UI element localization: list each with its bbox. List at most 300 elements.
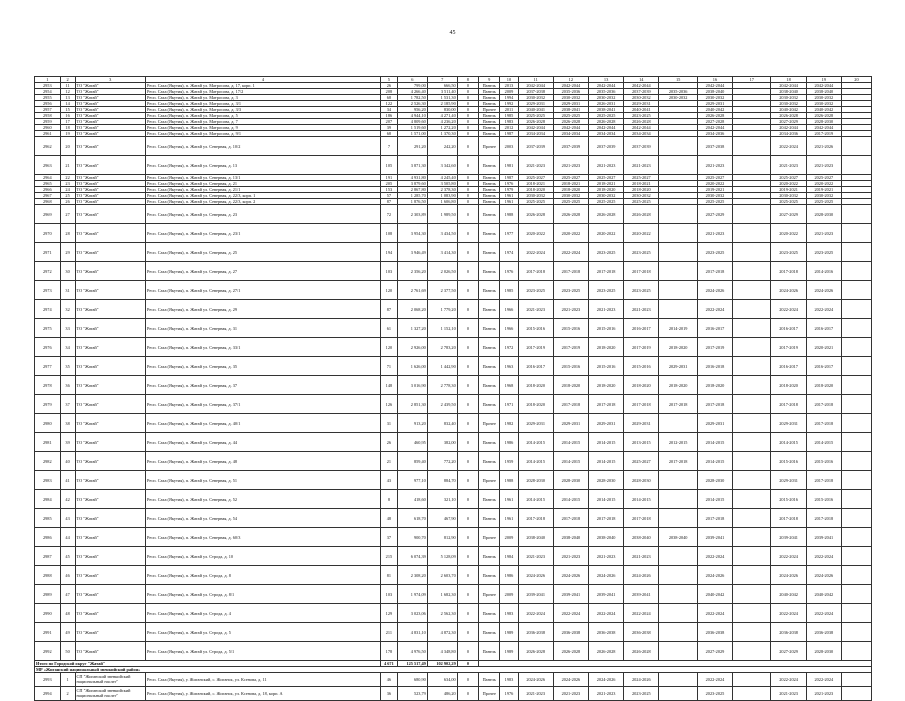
table-cell	[733, 490, 771, 509]
table-cell: Панель	[479, 376, 500, 395]
table-cell: 2025-2025	[624, 199, 659, 205]
table-cell: 1994	[500, 95, 518, 101]
table-cell: 41	[60, 471, 75, 490]
table-cell	[659, 137, 697, 156]
table-cell: Респ. Саха (Якутия), п. Жатай ул. Северная, д. 27	[146, 262, 381, 281]
table-cell: 2013	[500, 83, 518, 89]
table-cell: 1 682,30	[427, 585, 457, 604]
table-cell	[841, 376, 871, 395]
table-cell: Респ. Саха (Якутия), п. Жатай ул. Матросова, д. 7	[146, 119, 381, 125]
table-cell: 2991	[35, 623, 61, 642]
table-cell: 1986	[500, 433, 518, 452]
table-cell: 2034-2034	[553, 131, 588, 137]
table-cell: 2030-2032	[697, 95, 732, 101]
table-cell: Панель	[479, 338, 500, 357]
table-cell: 1987	[500, 175, 518, 181]
table-cell: 1 370,30	[427, 131, 457, 137]
table-cell: 1976	[500, 687, 518, 701]
table-cell: 2039-2041	[697, 528, 732, 547]
table-cell: 2026-2028	[518, 205, 553, 224]
table-cell: 2023-2025	[588, 281, 623, 300]
table-cell: 0	[457, 101, 478, 107]
table-cell	[733, 319, 771, 338]
table-cell	[841, 300, 871, 319]
table-cell	[733, 585, 771, 604]
table-cell: 0	[457, 414, 478, 433]
column-number: 5	[380, 77, 397, 83]
table-cell: 47	[60, 585, 75, 604]
table-cell: 2018-2020	[624, 187, 659, 193]
table-row	[35, 509, 872, 528]
table-row	[35, 281, 872, 300]
table-cell: 122	[380, 101, 397, 107]
table-cell: 21	[380, 452, 397, 471]
column-number: 6	[397, 77, 427, 83]
table-cell: 2016-2017	[806, 319, 841, 338]
table-cell: 2039-2041	[588, 585, 623, 604]
table-cell: Респ. Саха (Якутия), п. Жатай ул. Матросова, д. 9	[146, 125, 381, 131]
table-cell: Панель	[479, 490, 500, 509]
table-cell: 1966	[500, 319, 518, 338]
table-cell	[841, 156, 871, 175]
table-cell: 191	[380, 175, 397, 181]
table-cell: 2030-2032	[518, 193, 553, 199]
table-cell: 2040-2041	[518, 107, 553, 113]
table-cell: 2042-2044	[553, 125, 588, 131]
table-cell: 0	[457, 181, 478, 187]
table-cell: 2025-2027	[697, 175, 732, 181]
table-cell: 2017-2018	[806, 509, 841, 528]
table-cell: 34	[380, 107, 397, 113]
table-cell: ТО "Жатай"	[75, 193, 145, 199]
table-cell: 2014-2016	[806, 262, 841, 281]
table-cell: 2025-2027	[624, 175, 659, 181]
table-cell: 2017-2018	[659, 395, 697, 414]
table-cell: 2029-2031	[697, 414, 732, 433]
table-cell: 0	[457, 509, 478, 528]
table-cell: 2020-2022	[697, 181, 732, 187]
table-cell	[659, 300, 697, 319]
table-cell: ТО "Жатай"	[75, 623, 145, 642]
table-row	[35, 262, 872, 281]
table-cell: 0	[457, 95, 478, 101]
table-cell: 2	[60, 687, 75, 701]
table-cell: 16	[60, 113, 75, 119]
table-cell: 2034-2034	[588, 131, 623, 137]
table-cell: 0	[457, 300, 478, 319]
table-cell: 46	[60, 566, 75, 585]
table-cell	[733, 566, 771, 585]
table-cell: 2017-2018	[771, 262, 806, 281]
table-cell	[659, 566, 697, 585]
table-cell: 2021-2023	[771, 687, 806, 701]
table-cell: 68	[380, 95, 397, 101]
table-cell: Респ. Саха (Якутия), п. Жатай ул. Северная, д. 33/1	[146, 338, 381, 357]
table-cell: ТО "Жатай"	[75, 95, 145, 101]
table-cell: 2990	[35, 604, 61, 623]
table-cell: 2962	[35, 137, 61, 156]
table-cell: 2012	[500, 125, 518, 131]
table-cell: 2014-2015	[553, 452, 588, 471]
table-cell: ТО "Жатай"	[75, 566, 145, 585]
table-cell: 2986	[35, 528, 61, 547]
table-cell: 2974	[35, 300, 61, 319]
table-cell: 2040-2042	[697, 585, 732, 604]
table-cell: 2039-2041	[518, 585, 553, 604]
table-cell: 2960	[35, 125, 61, 131]
table-cell: 15	[60, 107, 75, 113]
table-cell: 23	[60, 181, 75, 187]
table-cell: 2029-2031	[659, 357, 697, 376]
table-cell: Респ. Саха (Якутия), п. Жатай ул. Северная, д. 23/1	[146, 224, 381, 243]
table-cell: 2027-2029	[771, 119, 806, 125]
table-cell: Респ. Саха (Якутия), п. Жатай ул. Матросова, д. 17, корп. 1	[146, 83, 381, 89]
table-cell: 2027-2029	[771, 642, 806, 661]
table-row	[35, 243, 872, 262]
table-cell: 1989	[500, 642, 518, 661]
table-cell: 799,00	[397, 83, 427, 89]
table-cell: 2020-2022	[588, 224, 623, 243]
table-cell: 2040-2042	[806, 107, 841, 113]
table-cell: 2026-2028	[697, 113, 732, 119]
table-cell: 2030-2032	[624, 95, 659, 101]
table-cell: 2017-2018	[588, 509, 623, 528]
table-cell: 2024-2026	[624, 566, 659, 585]
table-cell	[659, 243, 697, 262]
table-cell: 2018-2021	[518, 181, 553, 187]
table-cell: Панель	[479, 125, 500, 131]
table-cell: 2017-2018	[518, 262, 553, 281]
table-cell	[841, 452, 871, 471]
table-cell: 2040-2042	[771, 585, 806, 604]
table-cell: 1 285,70	[397, 193, 427, 199]
table-cell: 3 871,30	[397, 156, 427, 175]
table-cell: 2020-2021	[806, 338, 841, 357]
table-cell: Респ. Саха (Якутия), п. Жатай ул. Северная, д. 21	[146, 181, 381, 187]
table-cell: Панель	[479, 642, 500, 661]
table-cell: 2015-2016	[588, 319, 623, 338]
table-cell: 50	[60, 642, 75, 661]
table-cell: 2014-2015	[588, 490, 623, 509]
table-cell: 4 944,10	[397, 113, 427, 119]
table-cell: 2973	[35, 281, 61, 300]
table-cell: 36	[60, 376, 75, 395]
table-cell: 2037-2038	[697, 137, 732, 156]
table-cell: 2040-2042	[806, 585, 841, 604]
table-cell: Панель	[479, 319, 500, 338]
table-cell: 108	[380, 224, 397, 243]
table-cell: Прочее	[479, 471, 500, 490]
table-cell: 36	[380, 687, 397, 701]
column-number: 8	[457, 77, 478, 83]
table-cell	[841, 395, 871, 414]
table-cell: 291,20	[397, 137, 427, 156]
table-cell: Панель	[479, 187, 500, 193]
table-cell: 2019-2021	[697, 187, 732, 193]
table-cell: 2029-2031	[553, 101, 588, 107]
table-cell: 4 872,30	[427, 623, 457, 642]
table-cell: 8	[380, 490, 397, 509]
table-cell: 2029-2031	[624, 414, 659, 433]
table-cell: 2 377,50	[427, 281, 457, 300]
table-cell: ТО "Жатай"	[75, 471, 145, 490]
table-cell: 194	[380, 243, 397, 262]
table-cell: 2023-2025	[771, 243, 806, 262]
table-cell: 2025-2027	[553, 175, 588, 181]
column-number: 18	[771, 77, 806, 83]
table-cell	[841, 642, 871, 661]
table-cell: 2028-2030	[806, 642, 841, 661]
table-cell: 2015-2016	[771, 490, 806, 509]
table-cell: 2022-2024	[806, 300, 841, 319]
table-cell: ТО "Жатай"	[75, 395, 145, 414]
table-cell: 2020-2022	[518, 224, 553, 243]
table-row	[35, 604, 872, 623]
table-row	[35, 395, 872, 414]
table-cell: 2 926,00	[397, 338, 427, 357]
table-cell	[841, 673, 871, 687]
table-cell: ТО "Жатай"	[75, 243, 145, 262]
table-cell: 0	[457, 471, 478, 490]
table-cell: 2038-2040	[518, 528, 553, 547]
table-cell: ТО "Жатай"	[75, 224, 145, 243]
table-cell: 2026-2028	[518, 642, 553, 661]
table-cell: 2022-2024	[771, 547, 806, 566]
table-cell: 2 562,30	[427, 604, 457, 623]
table-cell: ТО "Жатай"	[75, 604, 145, 623]
table-cell: 2040-2041	[624, 107, 659, 113]
table-cell: 26	[60, 199, 75, 205]
table-cell: ТО "Жатай"	[75, 433, 145, 452]
table-cell: 2030-2032	[771, 101, 806, 107]
table-cell: 211	[380, 623, 397, 642]
table-cell: 2036-2038	[553, 623, 588, 642]
table-cell: 48	[60, 604, 75, 623]
column-number: 1	[35, 77, 61, 83]
table-cell	[841, 414, 871, 433]
table-cell: 2024-2026	[806, 281, 841, 300]
table-cell: 57	[380, 193, 397, 199]
table-cell: 1 626,00	[397, 357, 427, 376]
table-cell: 2015-2016	[624, 357, 659, 376]
table-cell: 2012-2015	[659, 433, 697, 452]
table-cell: 884,70	[427, 471, 457, 490]
table-cell: 0	[457, 642, 478, 661]
table-cell: Панель	[479, 623, 500, 642]
table-cell: 0	[457, 281, 478, 300]
table-cell: 2017-2018	[659, 452, 697, 471]
table-cell: 2040-2042	[697, 107, 732, 113]
table-cell: 2017-2018	[806, 471, 841, 490]
table-cell	[841, 281, 871, 300]
table-cell: 913,20	[397, 414, 427, 433]
table-cell: 486,20	[427, 687, 457, 701]
table-cell: Панель	[479, 281, 500, 300]
table-cell: 2023-2025	[624, 687, 659, 701]
table-cell: 17	[60, 119, 75, 125]
table-cell: Респ. Саха (Якутия), п. Жатай ул. Северная, д. 31	[146, 319, 381, 338]
table-cell: Респ. Саха (Якутия), п. Жатай ул. Матросова, д. 17/2	[146, 89, 381, 95]
table-cell: 2028-2030	[697, 471, 732, 490]
table-cell: 2017-2018	[518, 509, 553, 528]
table-cell: Панель	[479, 604, 500, 623]
table-cell: 1972	[500, 338, 518, 357]
table-cell: 2014-2015	[697, 452, 732, 471]
table-cell: 1 519,60	[397, 125, 427, 131]
table-cell: 2 867,80	[397, 187, 427, 193]
table-cell: 2989	[35, 585, 61, 604]
table-cell: 0	[457, 224, 478, 243]
table-cell: 2016-2017	[624, 319, 659, 338]
table-cell: 2037-2039	[518, 137, 553, 156]
table-cell: 2014-2015	[697, 433, 732, 452]
table-cell: 4 831,10	[397, 623, 427, 642]
table-cell: 2015-2016	[771, 452, 806, 471]
table-cell: 2956	[35, 101, 61, 107]
table-cell: 1959	[500, 452, 518, 471]
table-cell: 2980	[35, 414, 61, 433]
table-cell	[659, 673, 697, 687]
table-cell: 2016-2018	[697, 357, 732, 376]
table-cell: Панель	[479, 113, 500, 119]
table-cell: 1 606,80	[427, 199, 457, 205]
table-cell	[659, 509, 697, 528]
table-cell	[841, 357, 871, 376]
table-cell: 43	[60, 509, 75, 528]
table-cell: 39	[60, 433, 75, 452]
table-cell: 2016-2017	[771, 357, 806, 376]
table-cell: 2025-2025	[518, 113, 553, 119]
table-cell: 1981	[500, 156, 518, 175]
table-cell: 2034-2034	[518, 131, 553, 137]
table-cell: Респ. Саха (Якутия), п. Жатай ул. Северная, д. 27/1	[146, 281, 381, 300]
table-cell: 2030-2032	[806, 193, 841, 199]
table-cell: 11	[60, 83, 75, 89]
table-cell: 680,90	[397, 673, 427, 687]
table-cell: ТО "Жатай"	[75, 490, 145, 509]
table-row	[35, 642, 872, 661]
table-cell: 1961	[500, 199, 518, 205]
table-cell: ТО "Жатай"	[75, 357, 145, 376]
table-cell: ТО "Жатай"	[75, 83, 145, 89]
table-cell: 2979	[35, 395, 61, 414]
table-cell: 2017-2018	[697, 509, 732, 528]
table-cell: Панель	[479, 83, 500, 89]
table-cell: ТО "Жатай"	[75, 131, 145, 137]
table-cell	[659, 224, 697, 243]
table-cell: 0	[457, 137, 478, 156]
table-cell: Респ. Саха (Якутия), п. Жатай ул. Северная, д. 23	[146, 205, 381, 224]
table-cell: Панель	[479, 262, 500, 281]
table-cell: ТО "Жатай"	[75, 414, 145, 433]
table-cell: Респ. Саха (Якутия), п. Жатай ул. Северная, д. 60/3	[146, 528, 381, 547]
table-cell: 2025-2025	[553, 113, 588, 119]
table-cell: 2016-2017	[806, 357, 841, 376]
table-cell	[733, 395, 771, 414]
table-cell: 2021-2023	[771, 156, 806, 175]
table-cell: 2017-2019	[518, 338, 553, 357]
table-cell: 1985	[500, 281, 518, 300]
table-cell: Панель	[479, 433, 500, 452]
table-cell: 2014-2015	[806, 433, 841, 452]
table-cell: 1992	[500, 101, 518, 107]
table-cell: 2014-2015	[588, 433, 623, 452]
table-cell: 2017-2019	[553, 338, 588, 357]
table-cell: 14	[60, 101, 75, 107]
table-cell: 205	[380, 181, 397, 187]
table-cell: 977,10	[397, 471, 427, 490]
table-cell: Респ. Саха (Якутия), п. Жатай ул. Северная, д. 52	[146, 490, 381, 509]
table-cell: Панель	[479, 95, 500, 101]
table-cell: 2026-2028	[553, 119, 588, 125]
table-cell: 2018-2020	[659, 338, 697, 357]
table-cell: 2042-2044	[806, 83, 841, 89]
table-cell: 2026-2028	[806, 113, 841, 119]
table-cell: 2016-2017	[697, 319, 732, 338]
table-cell: 2014-2015	[588, 452, 623, 471]
table-cell: 2017-2018	[697, 262, 732, 281]
table-cell: 2021-2023	[806, 224, 841, 243]
table-cell: 2028-2030	[518, 471, 553, 490]
table-cell: 1976	[500, 181, 518, 187]
table-cell: 13	[60, 95, 75, 101]
table-cell: 2022-2024	[806, 673, 841, 687]
table-cell: 666,50	[427, 83, 457, 89]
table-cell: 4 931,80	[397, 175, 427, 181]
table-cell: 2028-2030	[588, 471, 623, 490]
table-cell: ТО "Жатай"	[75, 119, 145, 125]
table-cell: 31	[380, 414, 397, 433]
table-cell: 2042-2044	[518, 125, 553, 131]
table-cell: 0	[457, 319, 478, 338]
table-cell: 2987	[35, 547, 61, 566]
table-cell: 2037-2039	[624, 89, 659, 95]
table-cell	[659, 156, 697, 175]
table-cell: 3 511,40	[427, 89, 457, 95]
table-cell: 2024-2026	[806, 566, 841, 585]
table-cell: 2038-2040	[553, 528, 588, 547]
column-number: 20	[841, 77, 871, 83]
table-cell: 3 023,06	[397, 604, 427, 623]
table-row	[35, 528, 872, 547]
table-cell: Респ. Саха (Якутия), п. Жатай ул. Северная, д. 21/1	[146, 187, 381, 193]
table-cell: 2023-2025	[588, 243, 623, 262]
table-cell: 28	[60, 224, 75, 243]
table-cell: 2975	[35, 319, 61, 338]
table-cell: Панель	[479, 566, 500, 585]
table-cell: 2021-2023	[624, 300, 659, 319]
table-cell: 2037-2039	[553, 137, 588, 156]
table-row	[35, 137, 872, 156]
table-cell: 2022-2024	[806, 547, 841, 566]
table-row	[35, 547, 872, 566]
table-cell: 618,70	[397, 509, 427, 528]
table-cell: 2015-2016	[518, 319, 553, 338]
table-cell: 46	[380, 673, 397, 687]
table-cell: 1986	[500, 566, 518, 585]
total-value: 0	[457, 661, 478, 667]
table-cell: 2028-2030	[806, 205, 841, 224]
table-cell: 2015-2016	[806, 452, 841, 471]
table-cell: 2030-2032	[624, 193, 659, 199]
table-cell: Респ. Саха (Якутия), п. Жатай ул. Северная, д. 25	[146, 243, 381, 262]
table-cell: 2018-2020	[697, 376, 732, 395]
table-cell: 2014-2015	[518, 490, 553, 509]
table-cell: 31	[60, 281, 75, 300]
table-cell: 72	[380, 205, 397, 224]
table-cell: 2018-2020	[588, 376, 623, 395]
table-cell: 467,90	[427, 509, 457, 528]
